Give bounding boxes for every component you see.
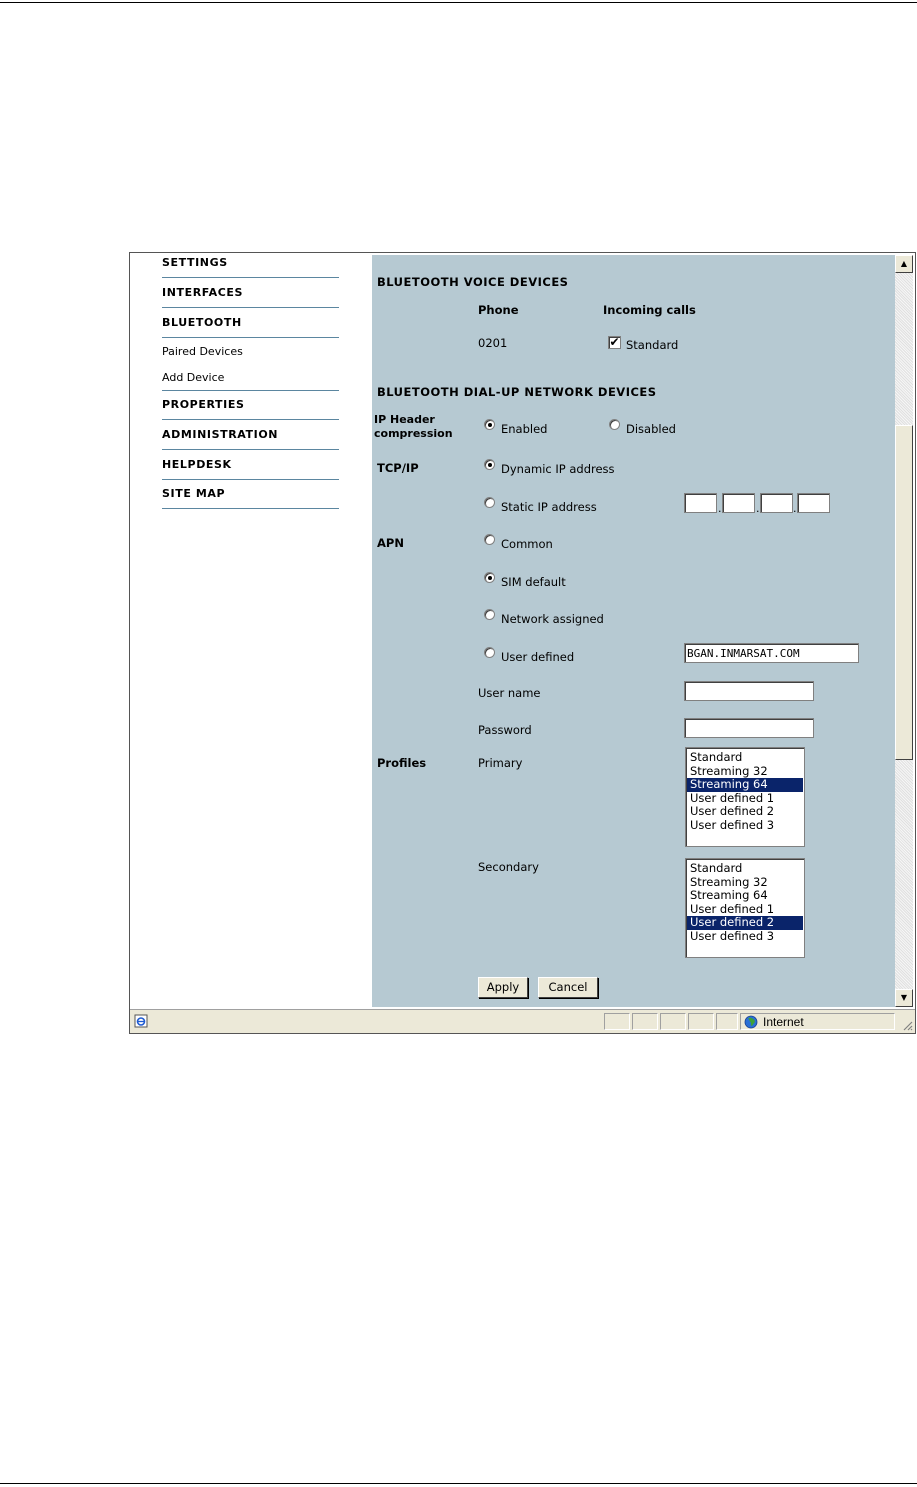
apn-network-assigned-label: Network assigned <box>501 612 604 626</box>
secondary-profile-listbox[interactable] <box>685 858 805 958</box>
apply-button[interactable]: Apply <box>478 977 528 998</box>
page-header-rule <box>0 2 917 3</box>
username-field[interactable] <box>684 681 814 701</box>
standard-checkbox[interactable]: ✔ <box>609 335 620 349</box>
secondary-option[interactable]: Streaming 32 <box>690 874 768 889</box>
octet-separator: . <box>718 502 722 515</box>
apn-common-label: Common <box>501 537 553 551</box>
static-ip-octet-1[interactable] <box>684 493 717 513</box>
profiles-label: Profiles <box>377 756 427 770</box>
nav-divider <box>162 337 339 338</box>
secondary-option[interactable]: User defined 1 <box>690 901 775 916</box>
static-ip-octet-3[interactable] <box>760 493 793 513</box>
octet-separator: . <box>793 502 797 515</box>
scroll-up-icon[interactable]: ▲ <box>895 255 913 273</box>
password-label: Password <box>478 723 532 737</box>
ip-header-label-line2: compression <box>374 427 453 440</box>
page-footer-rule <box>0 1483 917 1484</box>
scroll-thumb[interactable] <box>895 425 913 760</box>
dialup-devices-heading: BLUETOOTH DIAL-UP NETWORK DEVICES <box>377 385 657 399</box>
primary-profile-listbox[interactable] <box>685 747 805 847</box>
primary-option[interactable]: User defined 2 <box>690 804 775 818</box>
nav-item-paired-devices[interactable]: Paired Devices <box>162 345 243 358</box>
password-field[interactable] <box>684 718 814 738</box>
primary-option[interactable]: User defined 3 <box>690 817 775 832</box>
nav-divider <box>162 277 339 278</box>
status-bar <box>130 1009 915 1033</box>
scroll-down-icon[interactable]: ▼ <box>895 989 913 1007</box>
voice-devices-heading: BLUETOOTH VOICE DEVICES <box>377 275 569 289</box>
primary-option-selected[interactable]: Streaming 64 <box>687 778 803 792</box>
primary-option[interactable]: Standard <box>690 750 743 764</box>
secondary-option-selected[interactable]: User defined 2 <box>687 916 803 930</box>
nav-item-site-map[interactable]: SITE MAP <box>162 487 226 500</box>
nav-item-bluetooth[interactable]: BLUETOOTH <box>162 316 242 329</box>
incoming-calls-column-header: Incoming calls <box>603 303 696 317</box>
primary-profile-label: Primary <box>478 756 523 770</box>
username-label: User name <box>478 686 541 700</box>
vertical-scrollbar[interactable] <box>895 255 913 1007</box>
nav-item-interfaces[interactable]: INTERFACES <box>162 286 244 299</box>
static-ip-octet-2[interactable] <box>722 493 755 513</box>
static-ip-octet-4[interactable] <box>797 493 830 513</box>
security-zone-panel <box>740 1013 895 1030</box>
browser-window <box>129 252 916 1034</box>
cancel-button[interactable]: Cancel <box>538 977 598 998</box>
static-ip-label: Static IP address <box>501 500 597 514</box>
status-panel <box>660 1013 686 1030</box>
dynamic-ip-label: Dynamic IP address <box>501 462 615 476</box>
secondary-profile-label: Secondary <box>478 860 539 874</box>
phone-column-header: Phone <box>478 303 519 317</box>
navigation-sidebar <box>132 255 372 1007</box>
nav-item-add-device[interactable]: Add Device <box>162 371 225 384</box>
apn-sim-default-label: SIM default <box>501 575 566 589</box>
nav-divider <box>162 479 339 480</box>
apn-common-radio[interactable] <box>484 534 495 545</box>
phone-number-value: 0201 <box>478 336 508 350</box>
nav-divider <box>162 390 339 391</box>
nav-divider <box>162 307 339 308</box>
ip-header-enabled-label: Enabled <box>501 422 548 436</box>
nav-item-helpdesk[interactable]: HELPDESK <box>162 458 232 471</box>
secondary-option[interactable]: User defined 3 <box>690 928 775 943</box>
nav-divider <box>162 449 339 450</box>
status-panel <box>688 1013 714 1030</box>
settings-panel <box>372 255 895 1007</box>
globe-icon <box>744 1015 758 1029</box>
apn-user-defined-field[interactable]: BGAN.INMARSAT.COM <box>684 643 859 663</box>
nav-divider <box>162 419 339 420</box>
ip-header-label: IP Header <box>374 413 435 426</box>
ie-page-icon <box>134 1014 148 1028</box>
primary-option[interactable]: User defined 1 <box>690 790 775 805</box>
status-panel <box>632 1013 658 1030</box>
static-ip-radio[interactable] <box>484 497 495 508</box>
ip-header-disabled-radio[interactable] <box>609 419 620 430</box>
ip-header-enabled-radio[interactable] <box>484 419 495 430</box>
apn-user-defined-radio[interactable] <box>484 647 495 658</box>
nav-item-settings[interactable]: SETTINGS <box>162 256 228 269</box>
nav-divider <box>162 508 339 509</box>
browser-viewport <box>132 255 895 1007</box>
primary-option[interactable]: Streaming 32 <box>690 763 768 778</box>
apn-sim-default-radio[interactable] <box>484 572 495 583</box>
nav-item-properties[interactable]: PROPERTIES <box>162 398 245 411</box>
apn-label: APN <box>377 536 404 550</box>
status-panel <box>716 1013 738 1030</box>
apn-user-defined-label: User defined <box>501 650 575 664</box>
dynamic-ip-radio[interactable] <box>484 459 495 470</box>
status-panel <box>604 1013 630 1030</box>
tcpip-label: TCP/IP <box>377 461 419 475</box>
resize-grip-icon[interactable] <box>901 1019 913 1031</box>
secondary-option[interactable]: Standard <box>690 861 743 875</box>
ip-header-disabled-label: Disabled <box>626 422 676 436</box>
nav-item-administration[interactable]: ADMINISTRATION <box>162 428 279 441</box>
security-zone-label: Internet <box>763 1015 804 1029</box>
standard-checkbox-label: Standard <box>626 338 679 352</box>
apn-network-assigned-radio[interactable] <box>484 609 495 620</box>
secondary-option[interactable]: Streaming 64 <box>690 888 768 902</box>
octet-separator: . <box>756 502 760 515</box>
